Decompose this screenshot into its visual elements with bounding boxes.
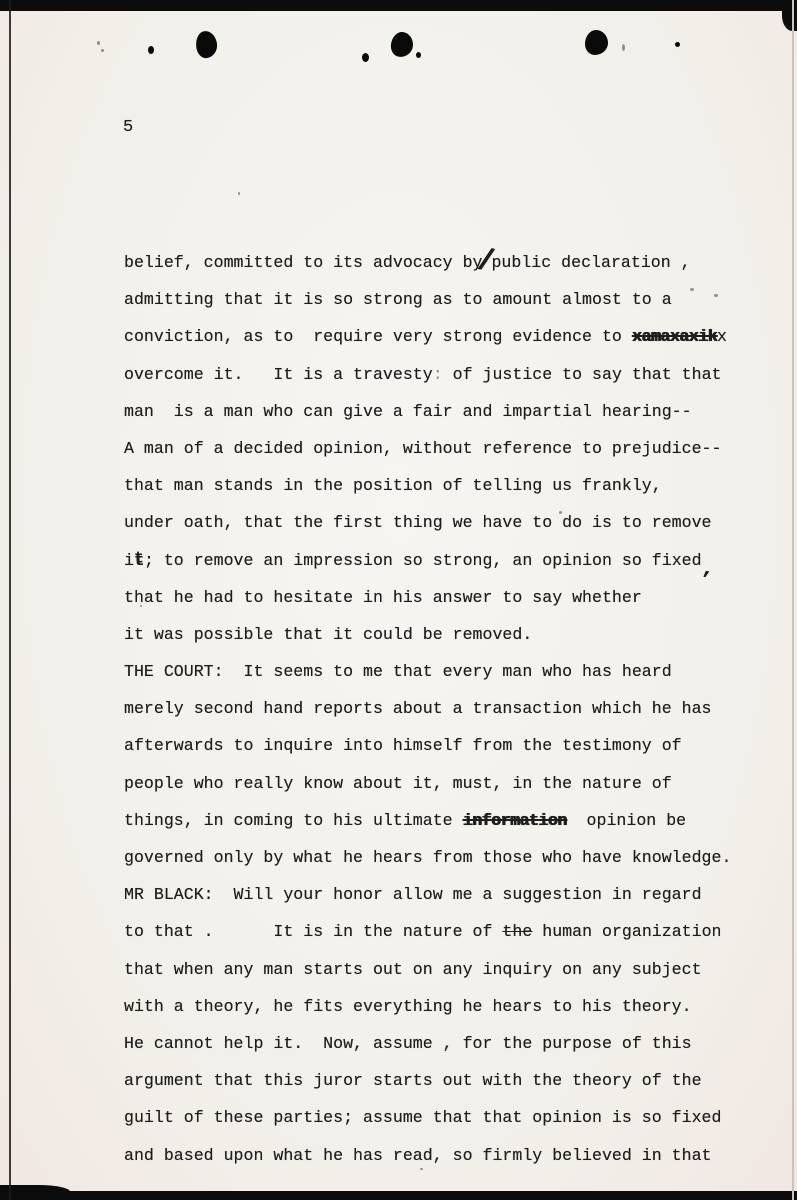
text-segment: i (124, 550, 134, 570)
text-line (124, 690, 784, 727)
text-line (124, 988, 784, 1025)
text-segment-xl: the (502, 922, 533, 942)
text-line (124, 467, 784, 504)
text-segment-faint: : (432, 364, 443, 384)
text-segment: it was possible that it could be removed. (124, 624, 533, 644)
text-segment: admitting that it is so strong as to amount almost to a (124, 290, 672, 310)
text-line (124, 802, 784, 839)
text-line (124, 318, 784, 355)
text-segment-hcomma: , (700, 556, 715, 581)
text-segment: and based upon what he has read, so firmly believed in that (124, 1145, 712, 1165)
text-line (124, 281, 784, 318)
ink-dot (416, 52, 421, 58)
text-line (124, 504, 784, 541)
text-segment: human organization (532, 922, 722, 942)
ink-blob-large (194, 30, 219, 60)
text-line (124, 616, 784, 653)
ink-dot (362, 53, 369, 62)
text-segment: public declaration , (491, 253, 691, 272)
text-segment: He cannot help it. Now, assume , for the purpose of this (124, 1033, 692, 1053)
text-line (124, 951, 784, 988)
text-segment: guilt of these parties; assume that that opinion is so fixed (124, 1108, 722, 1128)
text-line (124, 1062, 784, 1099)
text-segment: that when any man starts out on any inquiry on any subject (124, 959, 702, 979)
text-line (124, 765, 784, 802)
text-segment: belief, committed to its advocacy by (124, 253, 483, 272)
scan-edge-line-left (9, 0, 11, 1200)
text-segment: to that . It is in the nature of (124, 922, 503, 942)
scan-border-bottom (0, 1191, 797, 1200)
text-segment-ot: t (133, 550, 144, 570)
transcript-text (124, 244, 784, 1174)
text-segment: A man of a decided opinion, without reference to prejudice-- (124, 438, 722, 458)
scan-border-top (0, 0, 797, 11)
text-segment: argument that this juror starts out with the theory of the (124, 1071, 702, 1091)
text-segment: that man stands in the position of telling us frankly, (124, 476, 662, 496)
text-segment-slash: / (475, 242, 497, 281)
text-line (124, 1099, 784, 1136)
text-line (124, 393, 784, 430)
text-line (124, 356, 784, 393)
text-line (124, 542, 784, 579)
text-line (124, 727, 784, 764)
scan-border-top-right-corner (782, 9, 797, 31)
text-segment: man is a man who can give a fair and impartial hearing-- (124, 401, 692, 421)
text-segment: governed only by what he hears from those who have knowledge. (124, 848, 732, 867)
scan-edge-line-right (792, 0, 794, 1200)
ink-speck (101, 49, 104, 52)
text-segment: THE COURT: It seems to me that every man who has heard (124, 662, 672, 682)
text-line (124, 579, 784, 616)
text-line (124, 430, 784, 467)
text-segment: with a theory, he fits everything he hears to his theory. (124, 996, 692, 1016)
text-segment: MR BLACK: Will your honor allow me a suggestion in regard (124, 885, 702, 905)
text-line (124, 1025, 784, 1062)
text-line (124, 1137, 784, 1174)
text-segment: merely second hand reports about a transaction which he has (124, 699, 712, 719)
text-segment: overcome it. It is a travesty (124, 364, 433, 384)
text-segment: people who really know about it, must, in the nature of (124, 773, 672, 793)
ink-speck (97, 41, 100, 45)
text-line (124, 244, 784, 281)
text-segment: afterwards to inquire into himself from the testimony of (124, 736, 682, 756)
ink-dot (675, 42, 680, 47)
text-segment: that he had to hesitate in his answer to say whether (124, 587, 642, 607)
text-line (124, 839, 784, 876)
text-segment: of justice to say that that (442, 364, 722, 384)
text-segment-x: information (462, 810, 567, 830)
text-line (124, 913, 784, 950)
ink-blob-large (390, 31, 414, 58)
ink-speck (622, 44, 625, 51)
page-number: 5 (123, 118, 134, 137)
text-segment: ; to remove an impression so strong, an opinion so fixed (143, 550, 702, 570)
text-segment: x (716, 327, 727, 347)
text-line (124, 876, 784, 913)
ink-speck (238, 192, 240, 195)
text-segment-x: xamaxaxik (631, 327, 717, 347)
text-segment: things, in coming to his ultimate (124, 810, 463, 830)
text-line (124, 653, 784, 690)
text-segment: under oath, that the first thing we have to do is to remove (124, 513, 712, 533)
text-segment: conviction, as to require very strong evidence to (124, 327, 632, 347)
ink-blob-large (585, 30, 608, 55)
text-segment: opinion be (566, 810, 687, 830)
ink-dot (148, 46, 154, 54)
